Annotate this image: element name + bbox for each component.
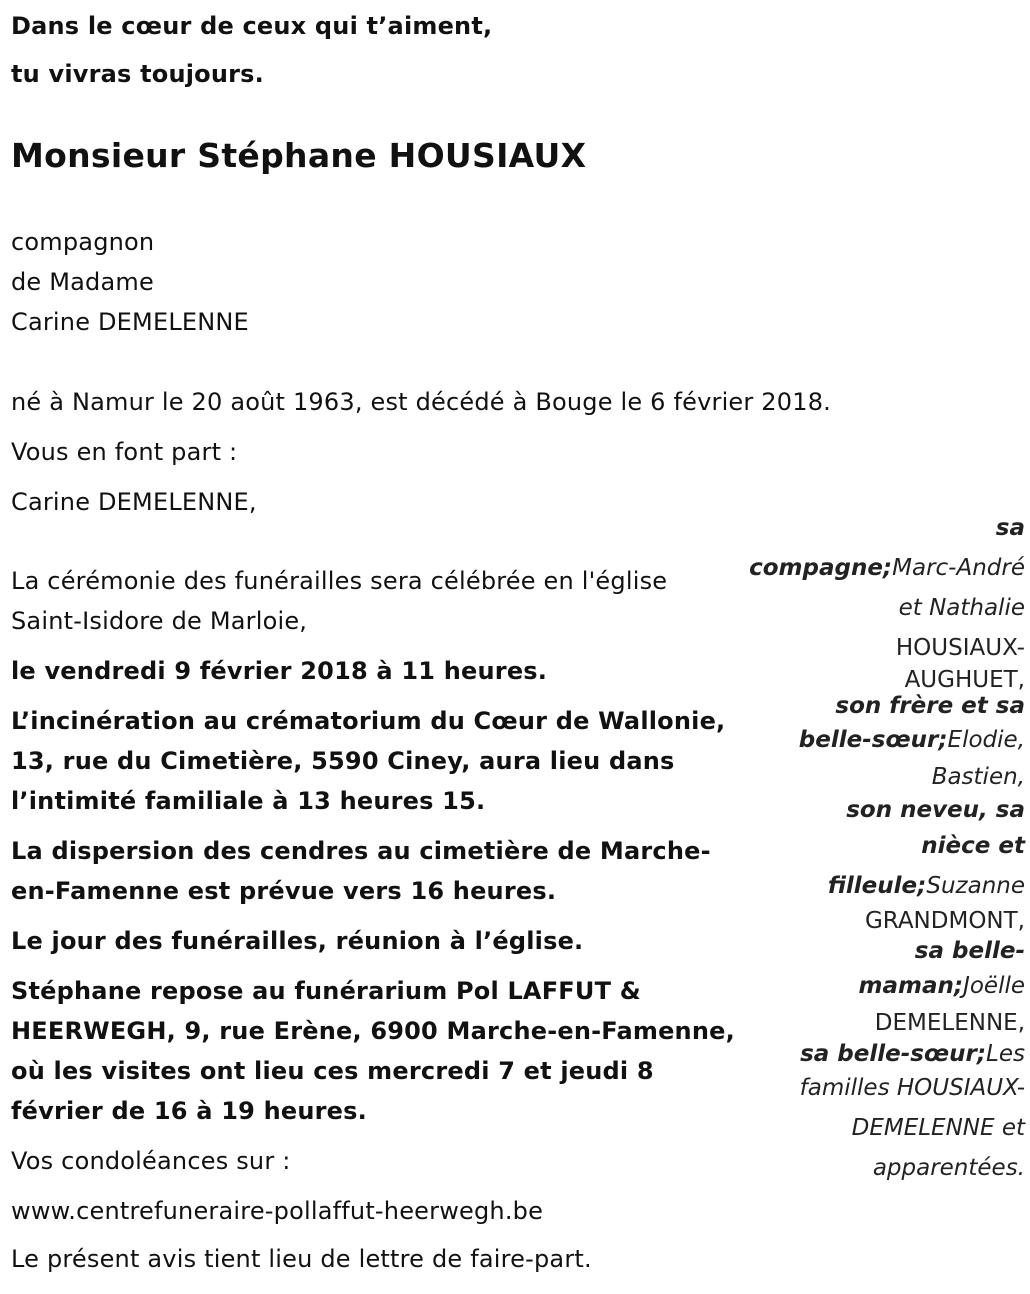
visitation-line-4: février de 16 à 19 heures.: [11, 1097, 367, 1125]
mourners-line: son frère et sa: [835, 693, 1025, 719]
mourners-line: sa belle-: [914, 938, 1025, 964]
mourners-line: HOUSIAUX-: [895, 635, 1025, 661]
mourners-line: AUGHUET,: [904, 667, 1025, 693]
mourners-list: [740, 508, 1025, 1188]
mourners-line: GRANDMONT,: [864, 908, 1025, 934]
reunion-note: Le jour des funérailles, réunion à l’église.: [11, 927, 584, 955]
mourners-line: et Nathalie: [898, 595, 1025, 621]
condolences-url[interactable]: www.centrefuneraire-pollaffut-heerwegh.be: [11, 1197, 544, 1225]
relation-line-1: compagnon: [11, 228, 155, 256]
dispersion-line-1: La dispersion des cendres au cimetière de Marche-: [11, 837, 711, 865]
mourners-line: familles HOUSIAUX-: [799, 1075, 1025, 1101]
mourners-line: DEMELENNE,: [874, 1010, 1025, 1036]
mourners-line: Bastien,: [931, 764, 1025, 790]
announcement-label: Vous en font part :: [11, 438, 238, 466]
visitation-line-3: où les visites ont lieu ces mercredi 7 et jeudi 8: [11, 1057, 654, 1085]
mourners-line: belle-sœur;Elodie,: [798, 727, 1025, 753]
first-mourner: Carine DEMELENNE,: [11, 488, 257, 516]
mourners-line: filleule;Suzanne: [827, 873, 1025, 899]
visitation-line-1: Stéphane repose au funérarium Pol LAFFUT &: [11, 977, 641, 1005]
ceremony-line-2: Saint-Isidore de Marloie,: [11, 607, 308, 635]
mourners-line: nièce et: [921, 833, 1025, 859]
faire-part-notice: Le présent avis tient lieu de lettre de faire-part.: [11, 1245, 592, 1273]
relation-line-2: de Madame: [11, 268, 154, 296]
mourners-line: compagne;Marc-André: [749, 555, 1025, 581]
dispersion-line-2: en-Famenne est prévue vers 16 heures.: [11, 877, 557, 905]
incineration-line-1: L’incinération au crématorium du Cœur de Wallonie,: [11, 707, 726, 735]
mourners-line: maman;Joëlle: [858, 973, 1025, 999]
ceremony-date: le vendredi 9 février 2018 à 11 heures.: [11, 657, 548, 685]
mourners-line: DEMELENNE et: [851, 1115, 1025, 1141]
relation-line-3: Carine DEMELENNE: [11, 308, 249, 336]
incineration-line-2: 13, rue du Cimetière, 5590 Ciney, aura lieu dans: [11, 747, 675, 775]
visitation-line-2: HEERWEGH, 9, rue Erène, 6900 Marche-en-Famenne,: [11, 1017, 735, 1045]
mourners-line: apparentées.: [872, 1155, 1025, 1181]
condolences-label: Vos condoléances sur :: [11, 1147, 291, 1175]
ceremony-line-1: La cérémonie des funérailles sera célébrée en l'église: [11, 567, 668, 595]
birth-death-statement: né à Namur le 20 août 1963, est décédé à Bouge le 6 février 2018.: [11, 388, 831, 416]
incineration-line-3: l’intimité familiale à 13 heures 15.: [11, 787, 486, 815]
epigraph-line-2: tu vivras toujours.: [11, 60, 264, 88]
mourners-line: sa: [995, 515, 1025, 541]
epigraph-line-1: Dans le cœur de ceux qui t’aiment,: [11, 12, 493, 40]
mourners-line: sa belle-sœur;Les: [800, 1041, 1025, 1067]
mourners-line: son neveu, sa: [846, 797, 1025, 823]
deceased-name: Monsieur Stéphane HOUSIAUX: [11, 136, 587, 175]
